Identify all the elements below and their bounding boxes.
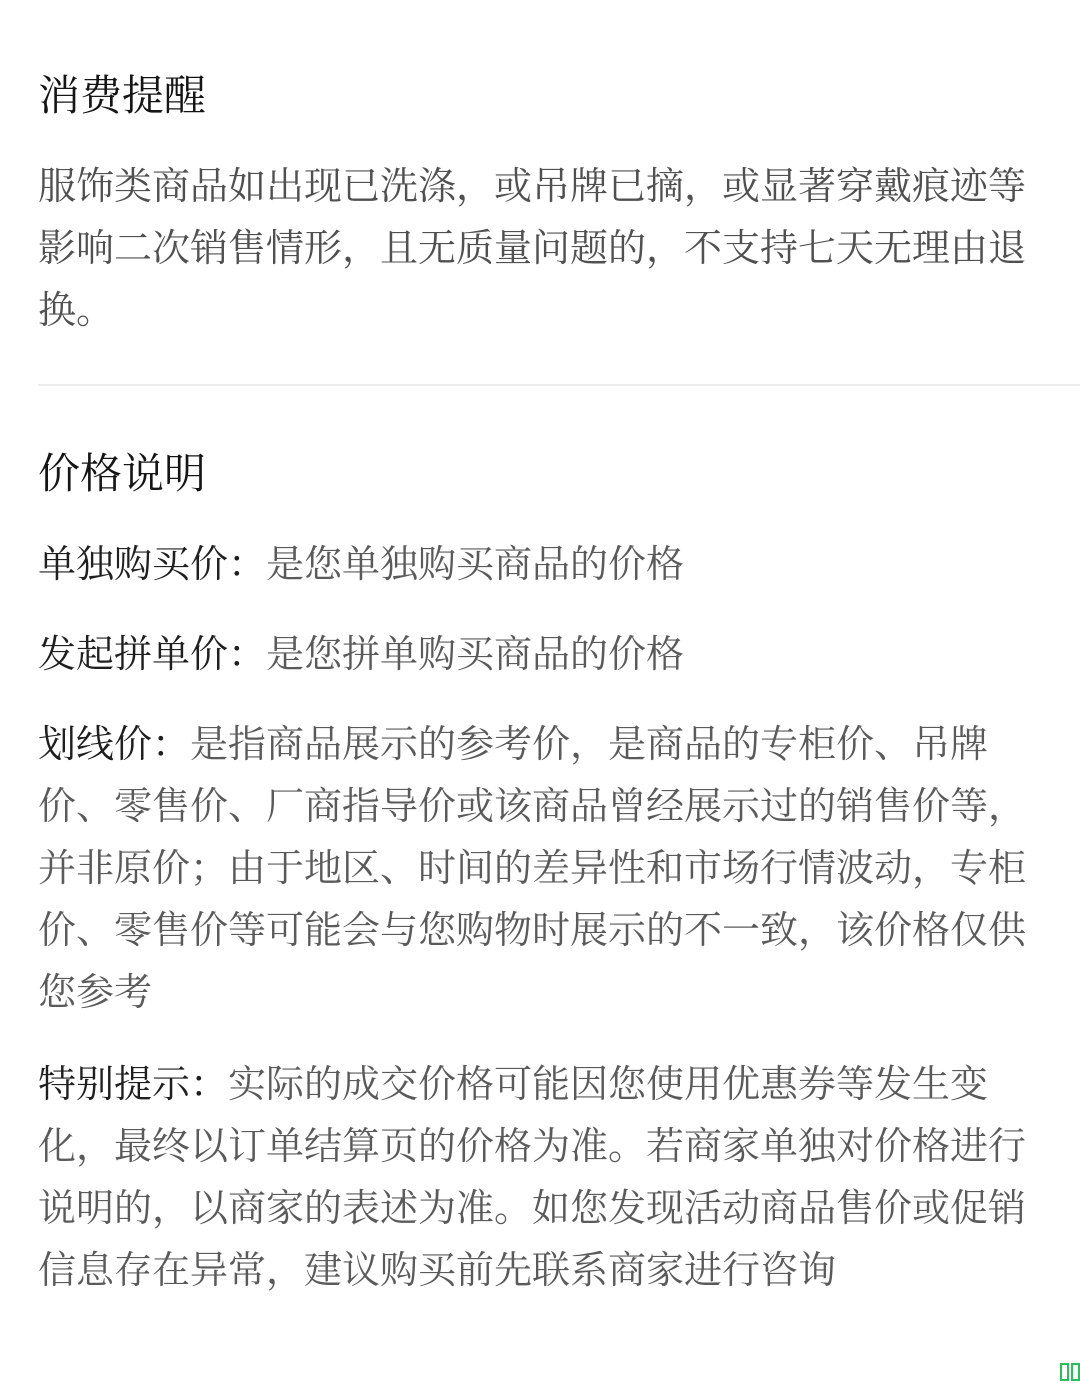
- price-item-group: [38, 623, 1048, 685]
- corner-mark-box-icon: [1071, 1363, 1080, 1381]
- price-item-desc: 是指商品展示的参考价，是商品的专柜价、吊牌价、零售价、厂商指导价或该商品曾经展示过的销售价等，并非原价；由于地区、时间的差异性和市场行情波动，专柜价、零售价等可能会与您购物时展示的不一致，该价格仅供您参考: [38, 722, 1027, 1014]
- consumption-notice-title: 消费提醒: [38, 71, 207, 120]
- price-item-label: 特别提示：: [38, 1062, 229, 1106]
- price-item-desc: 是您单独购买商品的价格: [266, 542, 685, 586]
- price-notes-section: [38, 450, 1048, 498]
- corner-mark-box-icon: [1060, 1363, 1069, 1381]
- price-notes-title: 价格说明: [38, 449, 207, 498]
- price-item-strikethrough: [38, 713, 1048, 1023]
- price-item-label: 单独购买价：: [38, 542, 267, 586]
- consumption-notice-section: [38, 72, 1048, 120]
- price-item-special-tip: [38, 1053, 1048, 1301]
- price-item-desc: 实际的成交价格可能因您使用优惠券等发生变化，最终以订单结算页的价格为准。若商家单独对价格进行说明的，以商家的表述为准。如您发现活动商品售价或促销信息存在异常，建议购买前先联系商家进行咨询: [38, 1062, 1027, 1292]
- price-item-label: 发起拼单价：: [38, 632, 267, 676]
- section-divider: [38, 384, 1080, 386]
- price-item-single: [38, 533, 1048, 595]
- consumption-notice-text: 服饰类商品如出现已洗涤，或吊牌已摘，或显著穿戴痕迹等影响二次销售情形，且无质量问题的，不支持七天无理由退换。: [38, 164, 1027, 332]
- corner-mark-icon: [1058, 1361, 1080, 1383]
- price-item-label: 划线价：: [38, 722, 191, 766]
- price-item-desc: 是您拼单购买商品的价格: [266, 632, 685, 676]
